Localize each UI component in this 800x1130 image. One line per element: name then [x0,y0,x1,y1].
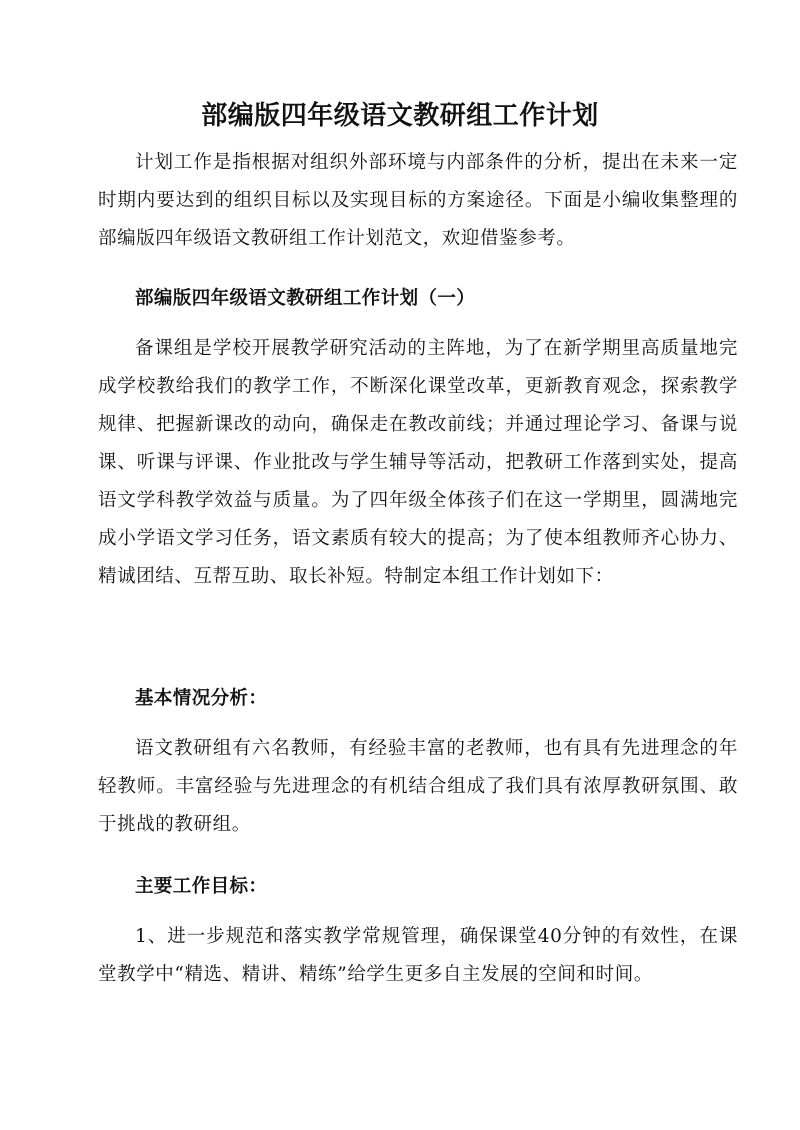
basic-analysis-paragraph: 语文教研组有六名教师，有经验丰富的老教师，也有具有先进理念的年轻教师。丰富经验与先进理念的有机结合组成了我们具有浓厚教研氛围、敢于挑战的教研组。 [98,738,738,835]
goal-item-1: 1、进一步规范和落实教学常规管理，确保课堂40分钟的有效性，在课堂教学中“精选、精讲、精练”给学生更多自主发展的空间和时间。 [98,926,738,985]
document-title: 部编版四年级语文教研组工作计划 [201,101,599,131]
section-one-paragraph: 备课组是学校开展教学研究活动的主阵地，为了在新学期里高质量地完成学校教给我们的教学工作，不断深化课堂改革，更新教育观念，探索教学规律、把握新课改的动向，确保走在教改前线；并通过理论学习、备课与说课、听课与评课、作业批改与学生辅导等活动，把教研工作落到实处，提高语文学科教学效益与质量。为了四年级全体孩子们在这一学期里，圆满地完成小学语文学习任务，语文素质有较大的提高；为了使本组教师齐心协力、精诚团结、互帮互助、取长补短。特制定本组工作计划如下： [98,338,738,587]
basic-analysis-heading: 基本情况分析： [135,688,268,709]
main-goals-heading: 主要工作目标： [135,876,268,897]
section-heading-plan-one: 部编版四年级语文教研组工作计划（一） [135,288,476,309]
intro-paragraph: 计划工作是指根据对组织外部环境与内部条件的分析，提出在未来一定时期内要达到的组织目标以及实现目标的方案途径。下面是小编收集整理的部编版四年级语文教研组工作计划范文，欢迎借鉴参考。 [98,152,738,249]
